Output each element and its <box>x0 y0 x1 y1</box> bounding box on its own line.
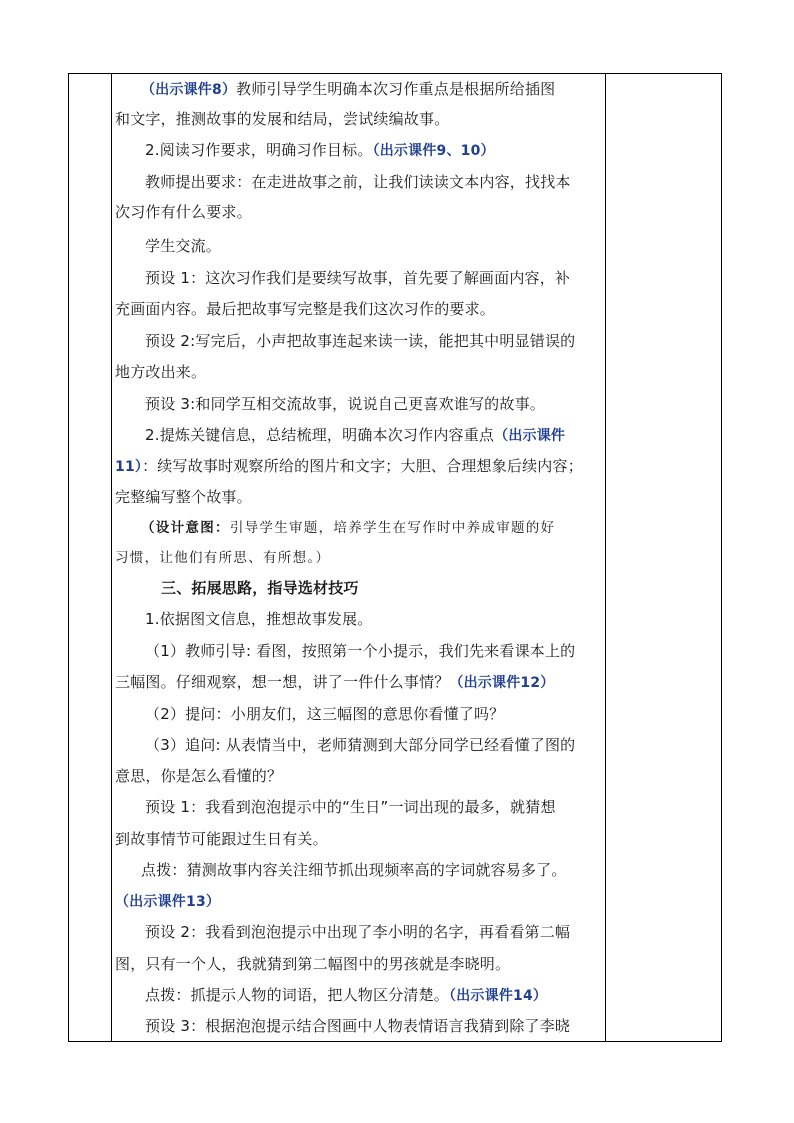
paragraph-line: 学生交流。 <box>145 237 222 255</box>
paragraph-line: 次习作有什么要求。 <box>115 203 252 221</box>
paragraph-line: （3）追问: 从表情当中，老师猜测到大部分同学已经看懂了图的 <box>145 736 576 754</box>
paragraph-line: 预设 3：根据泡泡提示结合图画中人物表情语言我猜到除了李晓 <box>145 1017 571 1035</box>
paragraph-line: 和文字，推测故事的发展和结局，尝试续编故事。 <box>115 110 450 128</box>
table-column-divider <box>111 74 112 1041</box>
paragraph-line: 预设 2:写完后，小声把故事连起来读一读，能把其中明显错误的 <box>145 332 576 350</box>
paragraph-line: 点拨：抓提示人物的词语，把人物区分清楚。（出示课件14） <box>145 986 548 1004</box>
design-intent-note: （设计意图：引导学生审题，培养学生在写作时中养成审题的好 <box>141 520 556 536</box>
paragraph-line: 教师提出要求：在走进故事之前，让我们读读文本内容，找找本 <box>145 173 571 191</box>
design-intent-note: 习惯，让他们有所思、有所想。） <box>115 550 331 566</box>
paragraph-line: （出示课件8）教师引导学生明确本次习作重点是根据所给插图 <box>141 80 556 98</box>
paragraph-line: 完整编写整个故事。 <box>115 488 252 506</box>
paragraph-line: 地方改出来。 <box>115 363 207 381</box>
paragraph-line: 2.提炼关键信息，总结梳理，明确本次习作内容重点（出示课件 <box>145 426 566 444</box>
paragraph-line: 意思，你是怎么看懂的？ <box>115 767 283 785</box>
paragraph-line: （2）提问：小朋友们，这三幅图的意思你看懂了吗？ <box>145 705 505 723</box>
paragraph-line: 2.阅读习作要求，明确习作目标。（出示课件9、10） <box>145 141 495 159</box>
paragraph-line: （出示课件13） <box>115 894 221 910</box>
paragraph-line: 1.依据图文信息，推想故事发展。 <box>145 610 373 628</box>
paragraph-line: 预设 2：我看到泡泡提示中出现了李小明的名字，再看看第二幅 <box>145 923 571 941</box>
paragraph-line: 预设 1：这次习作我们是要续写故事，首先要了解画面内容，补 <box>145 269 571 287</box>
paragraph-line: 11）：续写故事时观察所给的图片和文字；大胆、合理想象后续内容； <box>115 457 583 475</box>
section-title: 三、拓展思路，指导选材技巧 <box>161 579 359 597</box>
paragraph-line: 预设 3:和同学互相交流故事，说说自己更喜欢谁写的故事。 <box>145 395 545 413</box>
paragraph-line: 三幅图。仔细观察，想一想，讲了一件什么事情？（出示课件12） <box>115 673 555 691</box>
paragraph-line: 充画面内容。最后把故事写完整是我们这次习作的要求。 <box>115 300 496 318</box>
paragraph-line: （1）教师引导: 看图，按照第一个小提示，我们先来看课本上的 <box>145 642 576 660</box>
paragraph-line: 预设 1：我看到泡泡提示中的“生日”一词出现的最多，就猜想 <box>145 798 556 816</box>
paragraph-line: 到故事情节可能跟过生日有关。 <box>115 830 328 848</box>
paragraph-line: 点拨：猜测故事内容关注细节抓出现频率高的字词就容易多了。 <box>141 861 567 879</box>
paragraph-line: 图，只有一个人，我就猜到第二幅图中的男孩就是李晓明。 <box>115 955 511 973</box>
